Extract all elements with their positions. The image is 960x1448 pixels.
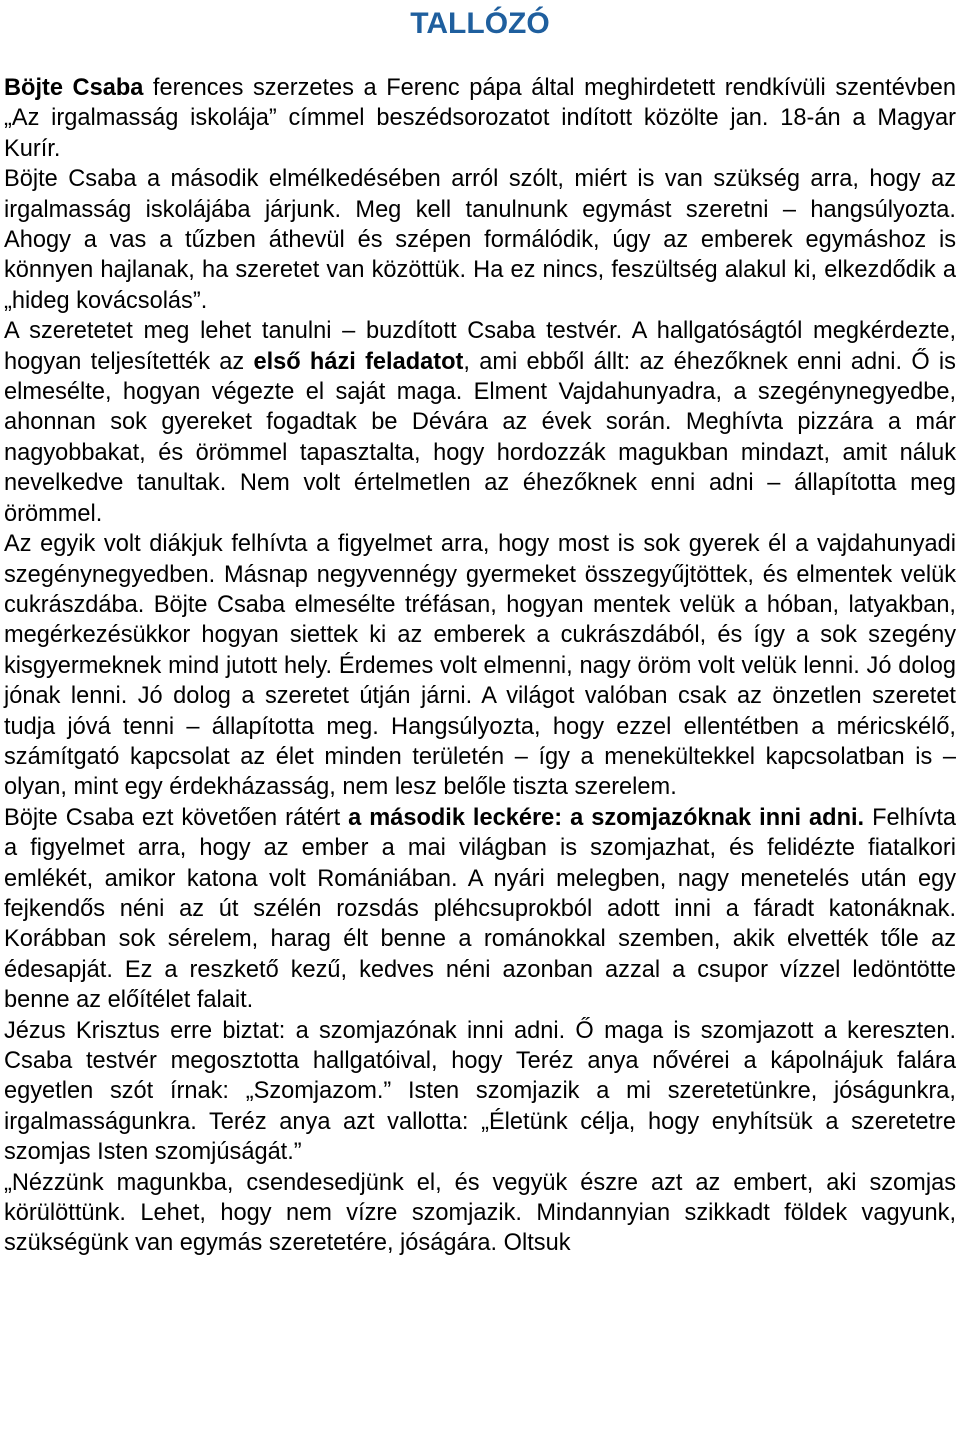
paragraph: [4, 1016, 956, 1168]
bold-span: a második leckére: a szomjazóknak inni adni.: [348, 804, 865, 831]
text-span: , ami ebből állt: az éhezőknek enni adni. Ő is elmesélte, hogyan végezte el saját maga. Elment Vajdahunyadra, a szegénynegyedbe, ahonnan sok gyereket fogadtak be Dévára az évek során. Meghívta pizzára a már nagyobbakat, és örömmel tapasztalta, hogy hordozzák magukban mindazt, amit náluk nevelkedve tanultak. Nem volt értelmetlen az éhezőknek enni adni – állapította meg örömmel.: [4, 348, 956, 527]
text-span: Az egyik volt diákjuk felhívta a figyelmet arra, hogy most is sok gyerek él a vajdahunyadi szegénynegyedben. Másnap negyvennégy gyermeket összegyűjtöttek, és elmentek velük cukrászdába. Böjte Csaba elmesélte tréfásan, hogyan mentek velük a hóban, latyakban, megérkezésükkor hogyan siettek ki az emberek a cukrászdából, és így a sok szegény kisgyermeknek mind jutott hely. Érdemes volt elmenni, nagy öröm volt velük lenni. Jó dolog jónak lenni. Jó dolog a szeretet útján járni. A világot valóban csak az önzetlen szeretet tudja jóvá tenni – állapította meg. Hangsúlyozta, hogy ezzel ellentétben a méricskélő, számítgató kapcsolat az élet minden területén – így a menekültekkel kapcsolatban is – olyan, mint egy érdekházasság, nem lesz belőle tiszta szerelem.: [4, 531, 956, 801]
paragraph: [4, 529, 956, 803]
text-span: A szeretetet meg lehet tanulni – buzdított Csaba testvér. A hallgatóságtól megkérdezte, hogyan teljesítették az: [4, 318, 956, 375]
text-span: Felhívta a figyelmet arra, hogy az ember a mai világban is szomjazhat, és felidézte fiatalkori emlékét, amikor katona volt Romániában. A nyári melegben, nagy menetelés után egy fejkendős néni az út szélén rozsdás pléhcsuprokból adott inni a fáradt katonáknak. Korábban sok sérelem, harag élt benne a románokkal szemben, akik elvették tőle az édesapját. Ez a reszkető kezű, kedves néni azonban azzal a csupor vízzel ledöntötte benne az előítélet falait.: [4, 804, 957, 1014]
bold-span: Böjte Csaba: [4, 75, 144, 101]
text-span: „Nézzünk magunkba, csendesedjünk el, és vegyük észre azt az embert, aki szomjas körülöttünk. Lehet, hogy nem vízre szomjazik. Mindannyian szikkadt földek vagyunk, szükségünk van egymás szeretetére, jóságára. Oltsuk: [4, 1169, 956, 1257]
bold-span: első házi feladatot: [253, 348, 464, 375]
paragraph: [4, 316, 956, 529]
paragraph: [4, 73, 956, 164]
paragraph: [4, 164, 956, 316]
text-span: Jézus Krisztus erre biztat: a szomjazónak inni adni. Ő maga is szomjazott a kereszten. Csaba testvér megosztotta hallgatóival, hogy Teréz anya nővérei a kápolnájuk falára egyetlen szót írnak: „Szomjazom.” Isten szomjazik a mi szeretetünkre, jóságunkra, irgalmasságunkra. Teréz anya azt vallotta: „Életünk célja, hogy enyhítsük a szeretetre szomjas Isten szomjúságát.”: [4, 1017, 956, 1166]
text-span: ferences szerzetes a Ferenc pápa által meghirdetett rendkívüli szentévben „Az irgalmasság iskolája” címmel beszédsorozatot indított közölte jan. 18-án a Magyar Kurír.: [4, 75, 957, 162]
text-span: Böjte Csaba a második elmélkedésében arról szólt, miért is van szükség arra, hogy az irgalmasság iskolájába járjunk. Meg kell tanulnunk egymást szeretni – hangsúlyozta. Ahogy a vas a tűzben áthevül és szépen formálódik, úgy az emberek egymáshoz is könnyen hajlanak, ha szeretet van közöttük. Ha ez nincs, feszültség alakul ki, elkezdődik a „hideg kovácsolás”.: [4, 166, 956, 314]
paragraph: [4, 803, 956, 1016]
article-body: [4, 73, 956, 1259]
text-span: Böjte Csaba ezt követően rátért: [4, 804, 349, 831]
page-title: TALLÓZÓ: [410, 7, 550, 40]
paragraph: [4, 1168, 956, 1259]
